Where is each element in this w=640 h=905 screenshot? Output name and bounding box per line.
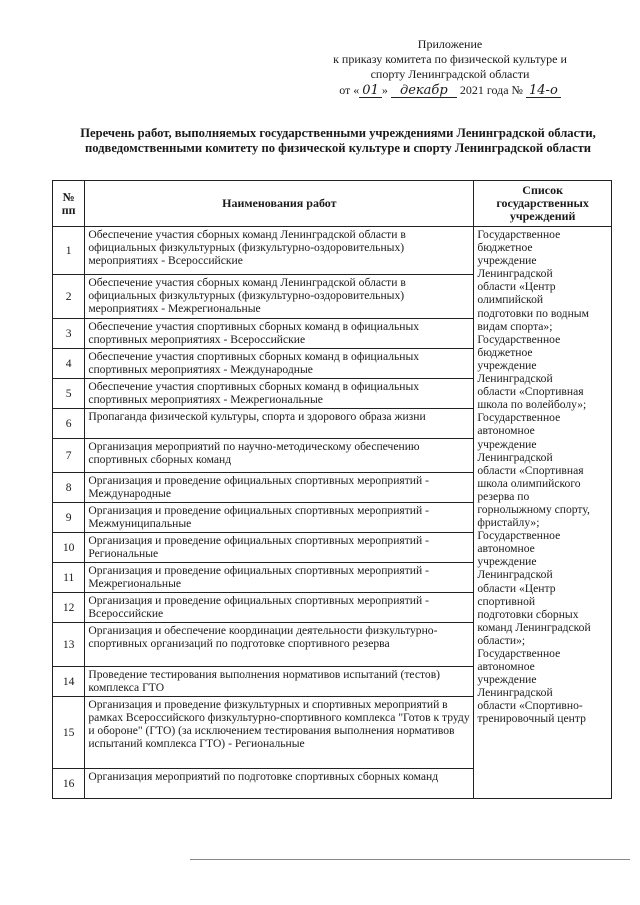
row-work-name: Обеспечение участия спортивных сборных команд в официальных спортивных мероприятиях - Всероссийские bbox=[85, 319, 474, 349]
works-table bbox=[52, 180, 612, 799]
institution-line: Государственное bbox=[477, 332, 561, 346]
attachment-line1: к приказу комитета по физической культуре и bbox=[333, 52, 567, 66]
institution-line: Ленинградской bbox=[477, 568, 553, 582]
institution-line: бюджетное bbox=[477, 345, 533, 359]
row-work-name: Проведение тестирования выполнения нормативов испытаний (тестов) комплекса ГТО bbox=[85, 667, 474, 697]
attachment-heading: Приложение bbox=[417, 37, 483, 51]
row-work-name: Обеспечение участия сборных команд Ленинградской области в официальных физкультурных (физкультурно-оздоровительных) мероприятиях - Всероссийские bbox=[85, 227, 474, 275]
institution-line: учреждение bbox=[477, 673, 537, 687]
institution-line: Ленинградской bbox=[477, 267, 553, 281]
row-number: 9 bbox=[53, 503, 85, 533]
institution-line: учреждение bbox=[477, 254, 537, 268]
institution-line: автономное bbox=[477, 424, 535, 438]
row-work-name: Организация и проведение официальных спортивных мероприятий - Всероссийские bbox=[85, 593, 474, 623]
row-number: 8 bbox=[53, 473, 85, 503]
date-prefix: от « bbox=[339, 83, 360, 97]
row-work-name: Организация мероприятий по подготовке спортивных сборных команд bbox=[85, 769, 474, 799]
institution-line: автономное bbox=[477, 542, 535, 556]
institutions-cell bbox=[474, 227, 612, 799]
row-work-name: Пропаганда физической культуры, спорта и здорового образа жизни bbox=[85, 409, 474, 439]
row-number: 1 bbox=[53, 227, 85, 275]
institution-line: области»; bbox=[477, 633, 526, 647]
row-work-name: Организация и проведение официальных спортивных мероприятий - Межрегиональные bbox=[85, 563, 474, 593]
institution-line: бюджетное bbox=[477, 241, 533, 255]
institution-line: Государственное bbox=[477, 228, 561, 241]
header-work: Наименования работ bbox=[85, 181, 474, 227]
date-mid: » bbox=[381, 83, 388, 97]
table-row bbox=[53, 227, 612, 275]
row-number: 16 bbox=[53, 769, 85, 799]
institution-line: учреждение bbox=[477, 437, 537, 451]
row-number: 5 bbox=[53, 379, 85, 409]
row-number: 15 bbox=[53, 697, 85, 769]
institution-line: спортивной bbox=[477, 594, 536, 608]
row-number: 12 bbox=[53, 593, 85, 623]
row-number: 6 bbox=[53, 409, 85, 439]
order-date-line bbox=[300, 83, 600, 98]
row-work-name: Обеспечение участия сборных команд Ленинградской области в официальных физкультурных (физкультурно-оздоровительных) мероприятиях - Межрегиональные bbox=[85, 275, 474, 319]
institution-line: области «Центр bbox=[477, 280, 556, 294]
institution-line: Ленинградской bbox=[477, 686, 553, 700]
order-year: 2021 года № bbox=[459, 83, 524, 97]
institution-line: олимпийской bbox=[477, 293, 544, 307]
institution-line: области «Спортивно- bbox=[477, 699, 583, 713]
bottom-divider bbox=[190, 859, 630, 860]
row-number: 11 bbox=[53, 563, 85, 593]
order-number: 14-о bbox=[526, 84, 561, 98]
row-number: 7 bbox=[53, 439, 85, 473]
row-number: 13 bbox=[53, 623, 85, 667]
institution-line: области «Спортивная bbox=[477, 463, 584, 477]
institution-line: учреждение bbox=[477, 555, 537, 569]
row-work-name: Обеспечение участия спортивных сборных команд в официальных спортивных мероприятиях - Межрегиональные bbox=[85, 379, 474, 409]
institution-line: команд Ленинградской bbox=[477, 620, 591, 634]
row-work-name: Организация и проведение официальных спортивных мероприятий - Межмуниципальные bbox=[85, 503, 474, 533]
header-institutions: Список государственных учреждений bbox=[474, 181, 612, 227]
institution-line: автономное bbox=[477, 660, 535, 674]
institution-line: Государственное bbox=[477, 647, 561, 660]
row-number: 4 bbox=[53, 349, 85, 379]
order-month: декабр bbox=[391, 84, 457, 98]
row-work-name: Организация и проведение физкультурных и спортивных мероприятий в рамках Всероссийского физкультурно-спортивного комплекса "Готов к труду и обороне" (ГТО) (за исключением тестирования выполнения нормативов испытаний комплекса ГТО) - Региональные bbox=[85, 697, 474, 769]
row-number: 10 bbox=[53, 533, 85, 563]
header-num: № пп bbox=[53, 181, 85, 227]
institution-line: области «Спортивная bbox=[477, 385, 584, 399]
row-number: 3 bbox=[53, 319, 85, 349]
institution-line: области «Центр bbox=[477, 581, 556, 595]
institution-line: школа по волейболу»; bbox=[477, 398, 587, 412]
institution-line: Государственное bbox=[477, 411, 561, 425]
institution-line: подготовки сборных bbox=[477, 607, 579, 621]
table-body bbox=[53, 227, 612, 799]
row-work-name: Организация и проведение официальных спортивных мероприятий - Региональные bbox=[85, 533, 474, 563]
institution-line: подготовки по водным bbox=[477, 306, 589, 320]
institution-line: Государственное bbox=[477, 529, 561, 543]
institution-line: Ленинградской bbox=[477, 372, 553, 386]
row-number: 14 bbox=[53, 667, 85, 697]
row-work-name: Обеспечение участия спортивных сборных команд в официальных спортивных мероприятиях - Международные bbox=[85, 349, 474, 379]
institution-line: Ленинградской bbox=[477, 450, 553, 464]
row-number: 2 bbox=[53, 275, 85, 319]
institution-line: учреждение bbox=[477, 358, 537, 372]
row-work-name: Организация мероприятий по научно-методическому обеспечению спортивных сборных команд bbox=[85, 439, 474, 473]
institution-line: фристайлу»; bbox=[477, 516, 540, 530]
institution-line: резерва по bbox=[477, 489, 530, 503]
row-work-name: Организация и проведение официальных спортивных мероприятий - Международные bbox=[85, 473, 474, 503]
institution-line: тренировочный центр bbox=[477, 712, 586, 726]
document-title: Перечень работ, выполняемых государственными учреждениями Ленинградской области, подведомственными комитету по физической культуре и спорту Ленинградской области bbox=[80, 126, 596, 155]
institution-line: видам спорта»; bbox=[477, 319, 553, 333]
institution-line: школа олимпийского bbox=[477, 476, 581, 490]
institution-line: горнолыжному спорту, bbox=[477, 502, 590, 516]
order-day: 01 bbox=[359, 84, 382, 98]
row-work-name: Организация и обеспечение координации деятельности физкультурно-спортивных организаций по подготовке спортивного резерва bbox=[85, 623, 474, 667]
attachment-block bbox=[300, 37, 600, 98]
attachment-line2: спорту Ленинградской области bbox=[370, 67, 530, 81]
table-header-row bbox=[53, 181, 612, 227]
